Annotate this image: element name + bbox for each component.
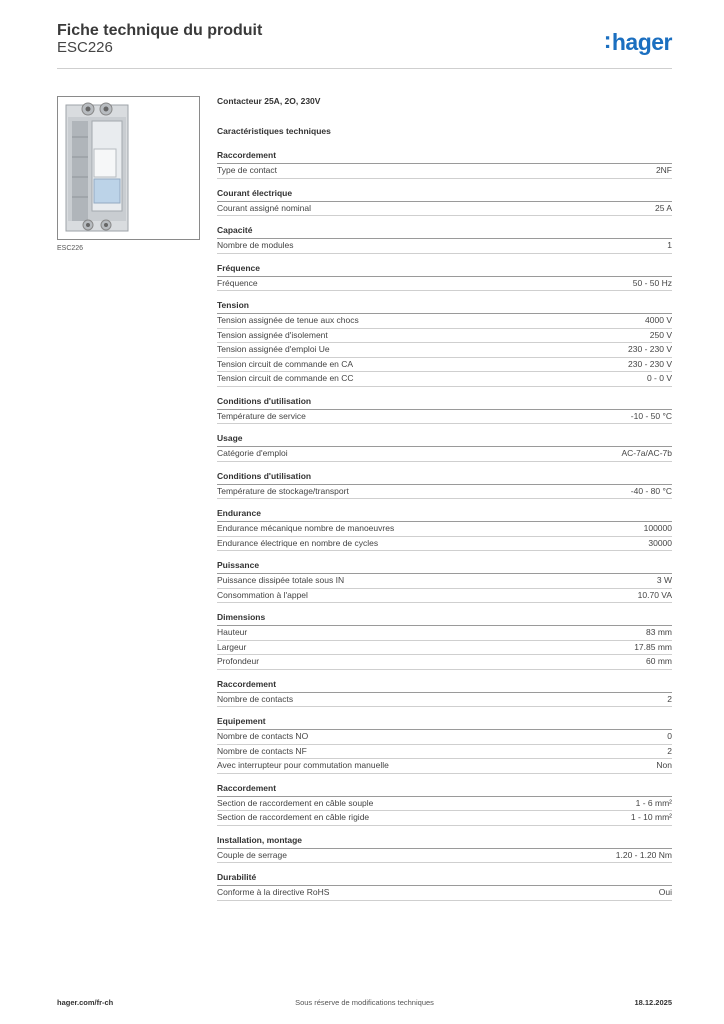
spec-group-title: Capacité bbox=[217, 225, 672, 239]
spec-group-title: Durabilité bbox=[217, 872, 672, 886]
footer-website: hager.com/fr-ch bbox=[57, 998, 114, 1007]
spec-label: Température de service bbox=[217, 410, 306, 421]
spec-value: 2NF bbox=[655, 165, 672, 175]
spec-label: Catégorie d'emploi bbox=[217, 448, 288, 458]
spec-group bbox=[217, 471, 672, 500]
spec-label: Température de stockage/transport bbox=[217, 485, 349, 496]
footer-notice: Sous réserve de modifications techniques bbox=[295, 998, 434, 1007]
spec-row bbox=[217, 886, 672, 901]
spec-value: 30000 bbox=[648, 537, 672, 548]
page-title: Fiche technique du produit bbox=[57, 22, 263, 39]
spec-row bbox=[217, 626, 672, 641]
spec-value: 2 bbox=[667, 693, 672, 704]
spec-row bbox=[217, 239, 672, 254]
spec-label: Tension assignée de tenue aux chocs bbox=[217, 315, 359, 325]
spec-group bbox=[217, 396, 672, 425]
spec-row bbox=[217, 537, 672, 552]
spec-row bbox=[217, 522, 672, 537]
spec-group-title: Installation, montage bbox=[217, 835, 672, 849]
spec-group-title: Equipement bbox=[217, 716, 672, 730]
spec-label: Tension assignée d'emploi Ue bbox=[217, 344, 330, 354]
spec-group bbox=[217, 225, 672, 254]
spec-group bbox=[217, 300, 672, 387]
spec-group-title: Fréquence bbox=[217, 263, 672, 277]
spec-value: Oui bbox=[658, 887, 672, 897]
spec-group-title: Dimensions bbox=[217, 612, 672, 626]
spec-label: Largeur bbox=[217, 641, 247, 652]
spec-label: Profondeur bbox=[217, 656, 260, 666]
spec-group bbox=[217, 188, 672, 217]
spec-group-title: Puissance bbox=[217, 560, 672, 574]
footer-date: 18.12.2025 bbox=[634, 998, 672, 1007]
spec-value: 230 - 230 V bbox=[628, 344, 672, 354]
spec-group-title: Usage bbox=[217, 433, 672, 447]
spec-label: Fréquence bbox=[217, 277, 258, 288]
spec-row bbox=[217, 811, 672, 826]
spec-label: Endurance mécanique nombre de manoeuvres bbox=[217, 523, 395, 533]
spec-row bbox=[217, 343, 672, 358]
spec-row bbox=[217, 641, 672, 656]
spec-group bbox=[217, 835, 672, 864]
product-title: Contacteur 25A, 2O, 230V bbox=[217, 96, 321, 106]
spec-value: 2 bbox=[667, 745, 672, 756]
spec-value: 10.70 VA bbox=[637, 589, 672, 600]
spec-group bbox=[217, 679, 672, 708]
spec-label: Section de raccordement en câble rigide bbox=[217, 812, 370, 822]
spec-row bbox=[217, 849, 672, 864]
product-image bbox=[57, 96, 200, 240]
spec-label: Nombre de contacts NF bbox=[217, 745, 307, 756]
spec-row bbox=[217, 447, 672, 462]
logo-dots: : bbox=[603, 27, 611, 53]
spec-row bbox=[217, 410, 672, 425]
spec-value: 60 mm bbox=[646, 656, 672, 666]
spec-row bbox=[217, 314, 672, 329]
spec-row bbox=[217, 574, 672, 589]
spec-group-title: Raccordement bbox=[217, 679, 672, 693]
spec-value: 4000 V bbox=[645, 315, 672, 325]
spec-group bbox=[217, 783, 672, 826]
spec-row bbox=[217, 589, 672, 604]
spec-value: 50 - 50 Hz bbox=[632, 277, 672, 288]
spec-row bbox=[217, 655, 672, 670]
spec-label: Consommation à l'appel bbox=[217, 589, 308, 600]
spec-group-title: Endurance bbox=[217, 508, 672, 522]
spec-value: -10 - 50 °C bbox=[630, 410, 672, 421]
product-reference: ESC226 bbox=[57, 39, 113, 56]
contactor-illustration bbox=[58, 97, 199, 239]
spec-label: Type de contact bbox=[217, 165, 278, 175]
spec-row bbox=[217, 730, 672, 745]
spec-group bbox=[217, 560, 672, 603]
spec-label: Tension circuit de commande en CA bbox=[217, 358, 354, 369]
page-header bbox=[57, 20, 672, 69]
spec-label: Hauteur bbox=[217, 627, 248, 637]
logo-text: hager bbox=[611, 29, 672, 55]
spec-row bbox=[217, 358, 672, 373]
spec-value: 1 - 10 mm² bbox=[630, 812, 672, 822]
spec-label: Endurance électrique en nombre de cycles bbox=[217, 537, 379, 548]
spec-value: 25 A bbox=[654, 202, 672, 213]
spec-group-title: Conditions d'utilisation bbox=[217, 396, 672, 410]
spec-row bbox=[217, 745, 672, 760]
image-caption: ESC226 bbox=[57, 245, 84, 252]
spec-label: Avec interrupteur pour commutation manuelle bbox=[217, 760, 389, 770]
spec-value: 3 W bbox=[656, 575, 672, 585]
spec-group bbox=[217, 612, 672, 670]
spec-row bbox=[217, 372, 672, 387]
spec-row bbox=[217, 759, 672, 774]
spec-group bbox=[217, 508, 672, 551]
spec-value: AC-7a/AC-7b bbox=[621, 448, 672, 458]
spec-value: 100000 bbox=[643, 523, 672, 533]
spec-row bbox=[217, 277, 672, 292]
spec-row bbox=[217, 164, 672, 179]
spec-group-title: Conditions d'utilisation bbox=[217, 471, 672, 485]
spec-row bbox=[217, 485, 672, 500]
spec-value: 1.20 - 1.20 Nm bbox=[615, 849, 672, 860]
spec-value: 17.85 mm bbox=[634, 641, 672, 652]
spec-group bbox=[217, 716, 672, 774]
spec-group-title: Raccordement bbox=[217, 150, 672, 164]
spec-group-title: Courant électrique bbox=[217, 188, 672, 202]
spec-label: Nombre de contacts NO bbox=[217, 731, 309, 741]
spec-value: 250 V bbox=[649, 329, 672, 340]
spec-group bbox=[217, 150, 672, 179]
hager-logo bbox=[604, 29, 672, 56]
spec-label: Section de raccordement en câble souple bbox=[217, 797, 374, 808]
spec-value: 1 - 6 mm² bbox=[635, 797, 672, 808]
spec-value: -40 - 80 °C bbox=[630, 485, 672, 496]
spec-row bbox=[217, 202, 672, 217]
spec-sheet bbox=[217, 96, 672, 910]
spec-row bbox=[217, 797, 672, 812]
spec-label: Couple de serrage bbox=[217, 849, 287, 860]
spec-group-title: Raccordement bbox=[217, 783, 672, 797]
specs-heading: Caractéristiques techniques bbox=[217, 126, 331, 136]
spec-label: Courant assigné nominal bbox=[217, 202, 312, 213]
spec-value: 0 bbox=[667, 731, 672, 741]
spec-value: 1 bbox=[667, 240, 672, 250]
spec-value: 83 mm bbox=[646, 627, 672, 637]
spec-label: Conforme à la directive RoHS bbox=[217, 887, 330, 897]
spec-group bbox=[217, 433, 672, 462]
spec-groups bbox=[217, 150, 672, 901]
spec-group bbox=[217, 263, 672, 292]
spec-value: Non bbox=[656, 760, 672, 770]
spec-label: Nombre de contacts bbox=[217, 693, 294, 704]
spec-row bbox=[217, 693, 672, 708]
spec-value: 230 - 230 V bbox=[628, 358, 672, 369]
spec-group-title: Tension bbox=[217, 300, 672, 314]
spec-label: Tension circuit de commande en CC bbox=[217, 373, 354, 383]
spec-label: Tension assignée d'isolement bbox=[217, 329, 328, 340]
spec-row bbox=[217, 329, 672, 344]
spec-value: 0 - 0 V bbox=[646, 373, 672, 383]
spec-group bbox=[217, 872, 672, 901]
spec-label: Nombre de modules bbox=[217, 240, 294, 250]
spec-label: Puissance dissipée totale sous IN bbox=[217, 575, 345, 585]
